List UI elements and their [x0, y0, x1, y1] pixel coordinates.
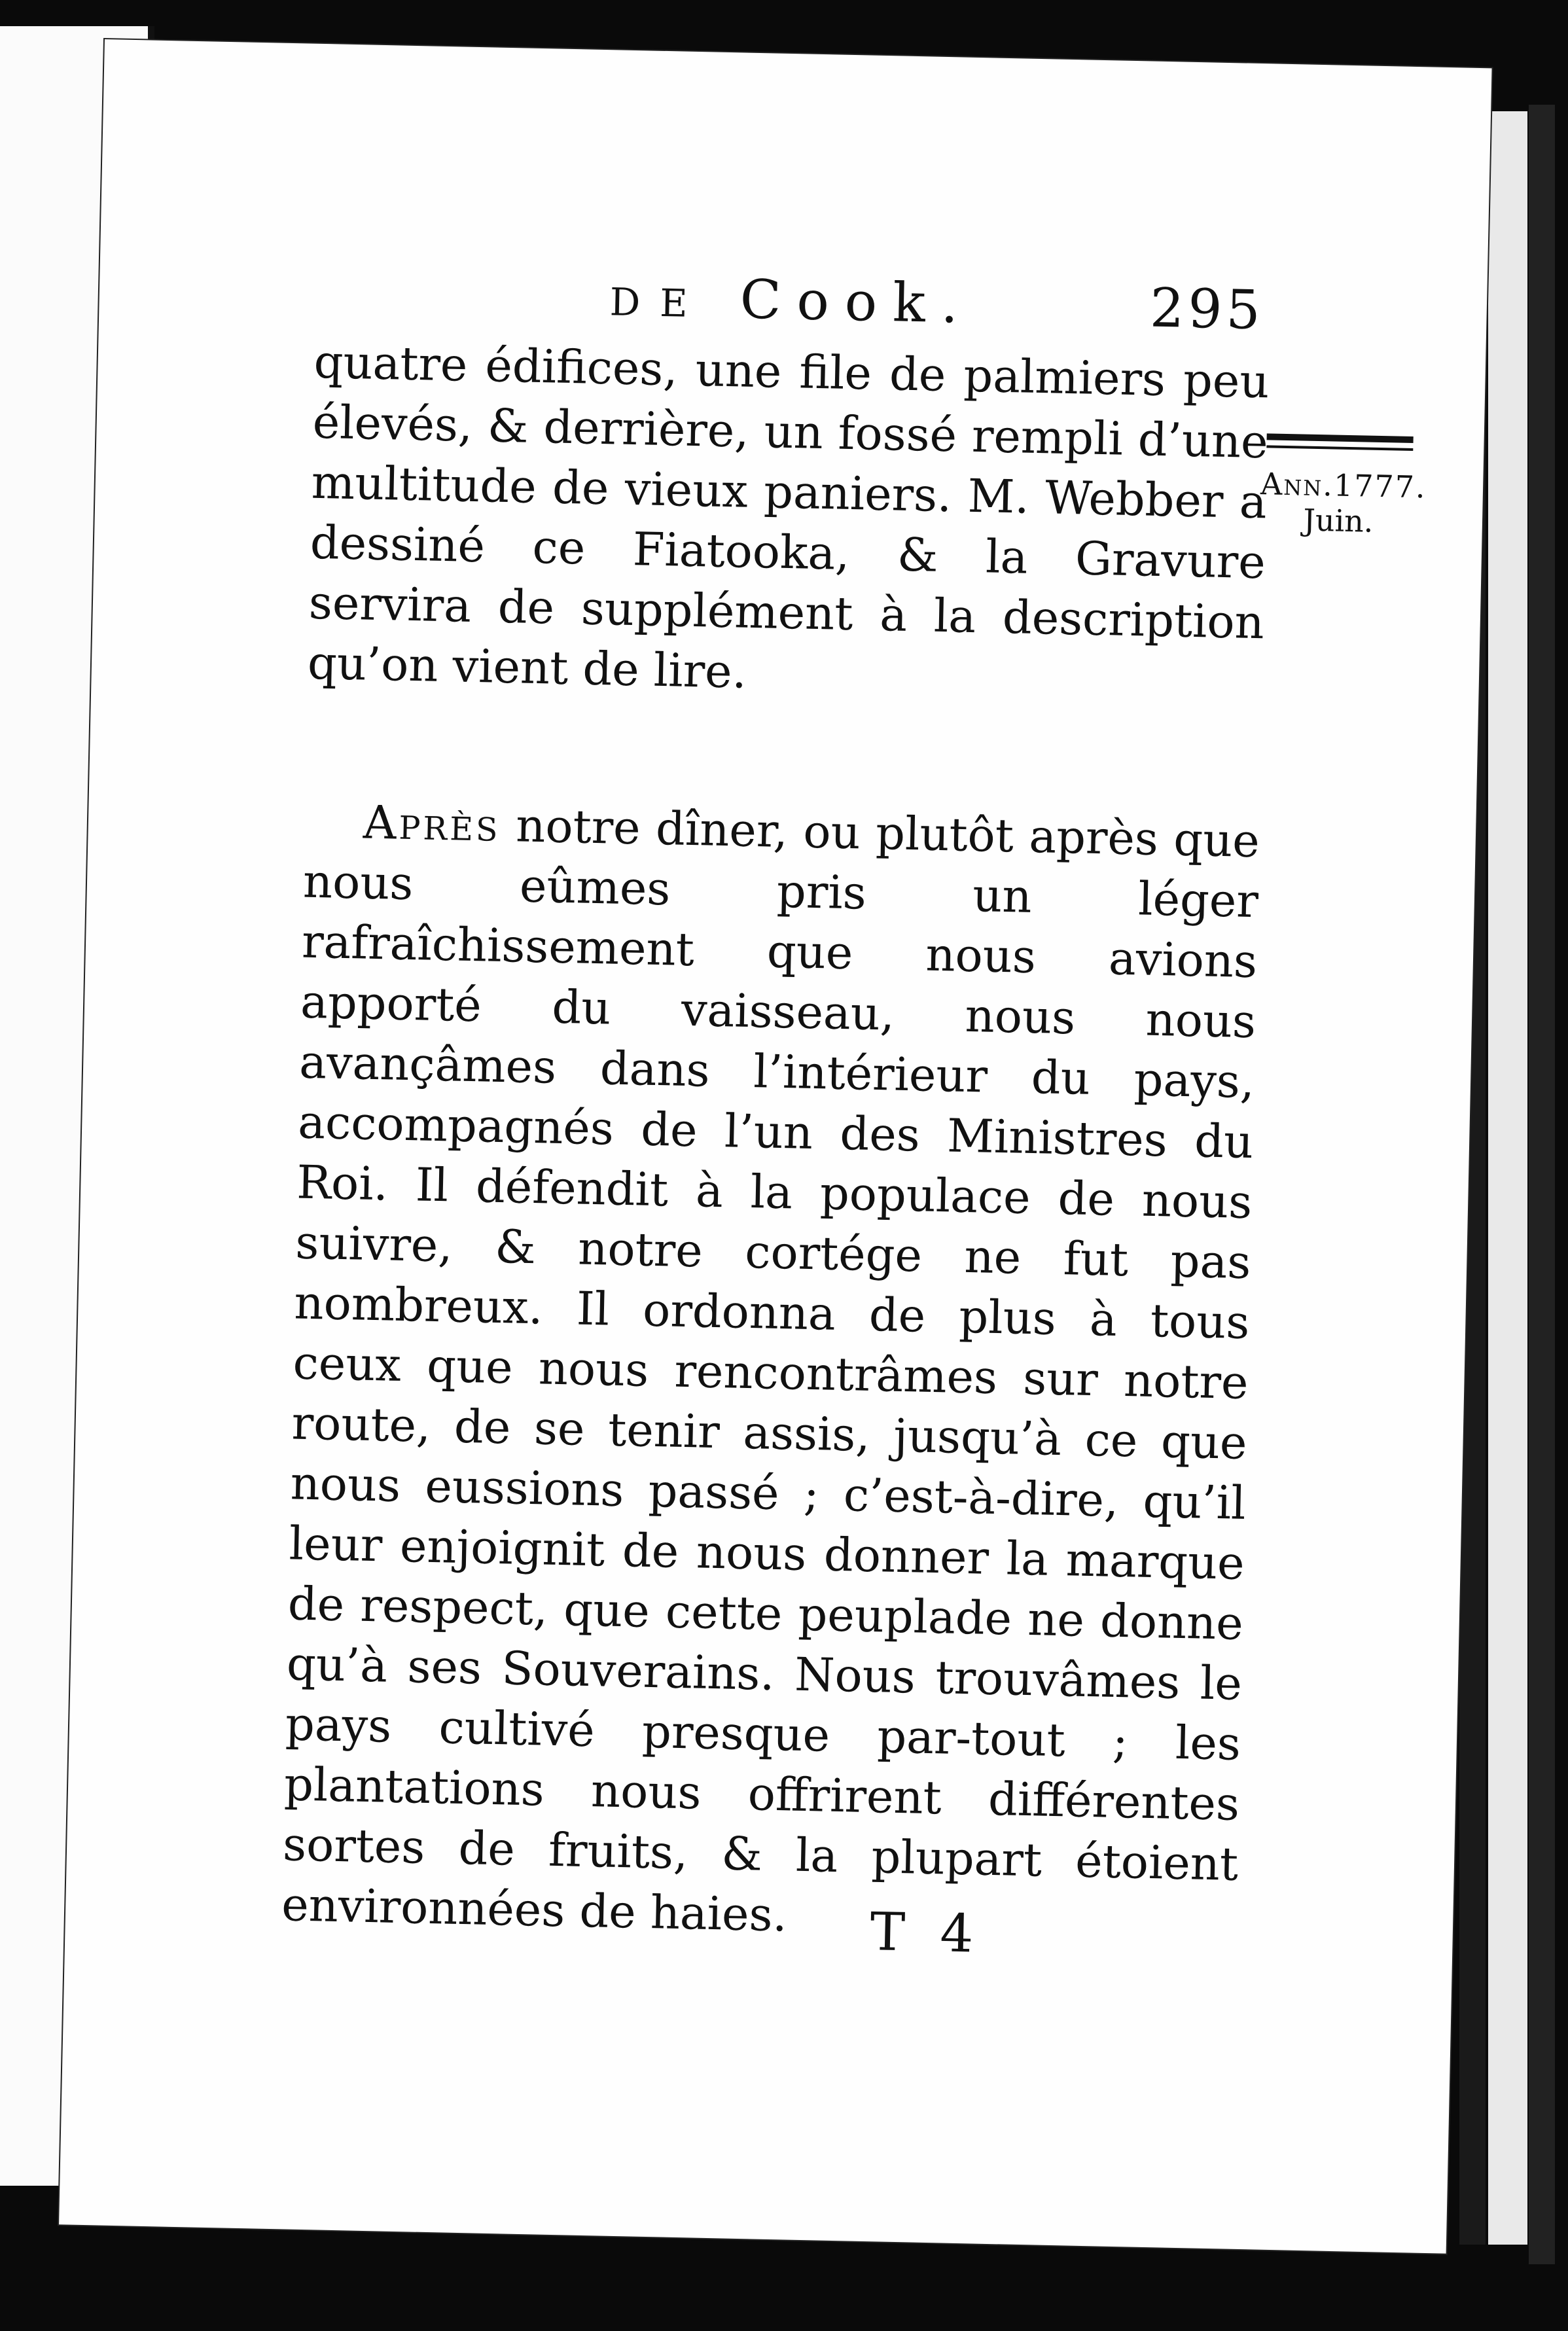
running-head-name: Cook.: [739, 268, 974, 336]
paragraph: quatre édifices, une file de palmiers peu élevés, & derrière, un fossé rempli d’une multitude de vieux paniers. M. Webber a dessiné ce Fiatooka, & la Gravure servira de supplément à la description qu’on vient de lire.: [307, 334, 1270, 699]
paragraph: [281, 791, 1260, 1955]
running-head: [609, 266, 974, 336]
margin-rule: [1267, 433, 1414, 443]
page-edge: [1529, 105, 1555, 2264]
margin-year: Ann.1777.: [1260, 466, 1427, 505]
margin-month: Juin.: [1302, 502, 1374, 539]
paragraph-lead: Après: [363, 795, 501, 852]
book-page: [59, 39, 1491, 2254]
page-number: 295: [1149, 277, 1265, 342]
running-head-prefix: DE: [609, 279, 708, 327]
signature-mark: T 4: [869, 1901, 984, 1965]
body-text: [281, 332, 1270, 1955]
margin-note: [1259, 433, 1427, 540]
margin-rule: [1266, 445, 1413, 451]
page-edge: [1488, 111, 1527, 2245]
paragraph-text: notre dîner, ou plutôt après que nous eûmes pris un léger rafraîchissement que nous avions apporté du vaisseau, nous nous avançâmes dans l’intérieur du pays, accompagnés de l’un des Ministres du Roi. Il défendit à la populace de nous suivre, & notre cortége ne fut pas nombreux. Il ordonna de plus à tous ceux que nous rencontrâmes sur notre route, de se tenir assis, jusqu’à ce que nous eussions passé ; c’est-à-dire, qu’il leur enjoignit de nous donner la marque de respect, que cette peuplade ne donne qu’à ses Souverains. Nous trouvâmes le pays cultivé presque par-tout ; les plantations nous offrirent différentes sortes de fruits, & la plupart étoient environnées de haies.: [281, 798, 1260, 1942]
